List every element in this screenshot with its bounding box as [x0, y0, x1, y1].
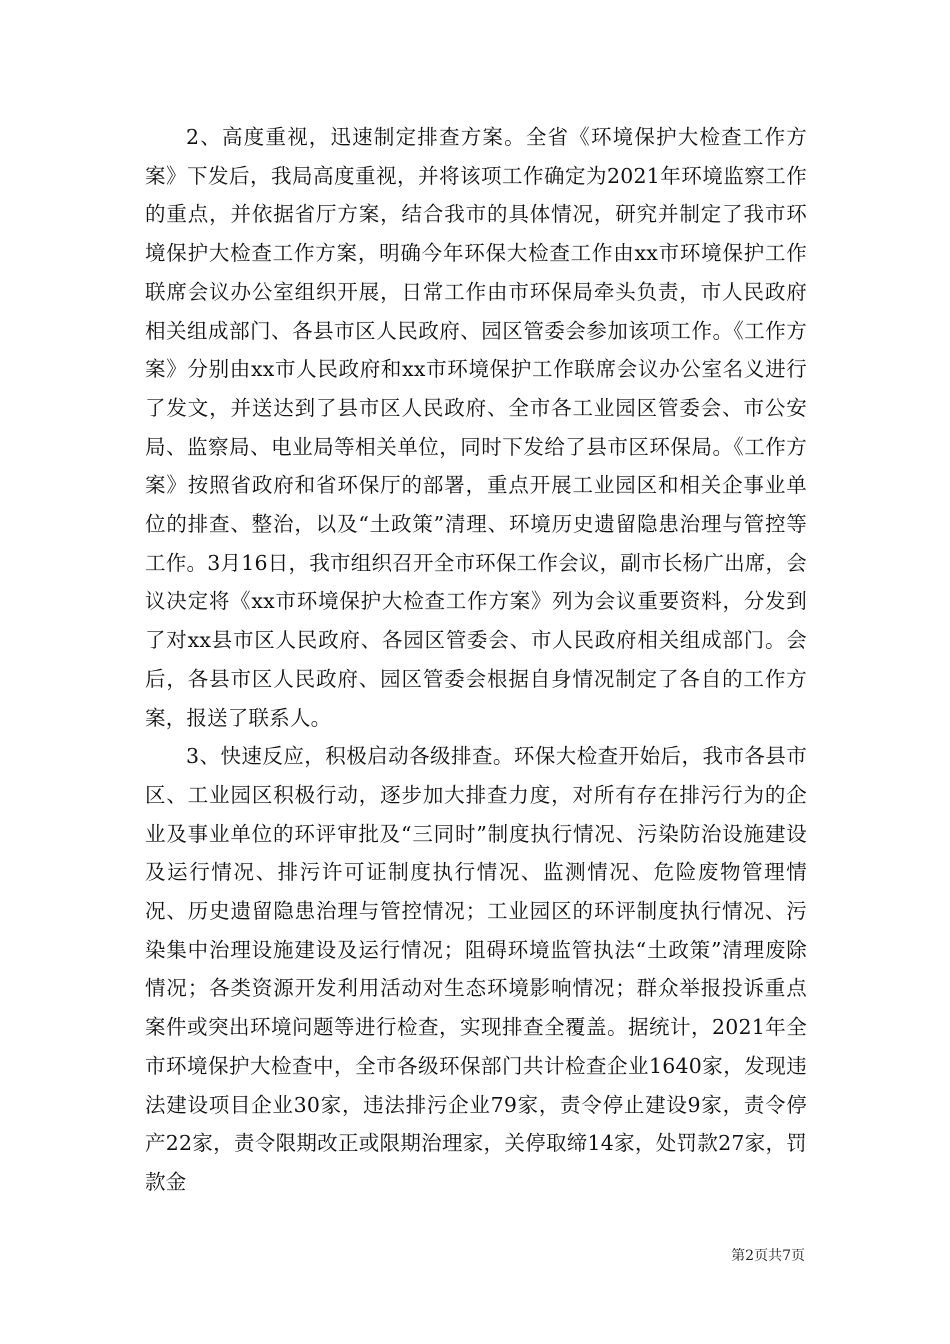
- paragraph-2-planning: 2、高度重视，迅速制定排查方案。全省《环境保护大检查工作方案》下发后，我局高度重视，并将该项工作确定为2021年环境监察工作的重点，并依据省厅方案，结合我市的具体情况，研究并制定了我市环境保护大检查工作方案，明确今年环保大检查工作由xx市环境保护工作联席会议办公室组织开展，日常工作由市环保局牵头负责，市人民政府相关组成部门、各县市区人民政府、园区管委会参加该项工作。《工作方案》分别由xx市人民政府和xx市环境保护工作联席会议办公室名义进行了发文，并送达到了县市区人民政府、全市各工业园区管委会、市公安局、监察局、电业局等相关单位，同时下发给了县市区环保局。《工作方案》按照省政府和省环保厅的部署，重点开展工业园区和相关企事业单位的排查、整治，以及“土政策”清理、环境历史遗留隐患治理与管控等工作。3月16日，我市组织召开全市环保工作会议，副市长杨广出席，会议决定将《xx市环境保护大检查工作方案》列为会议重要资料，分发到了对xx县市区人民政府、各园区管委会、市人民政府相关组成部门。会后，各县市区人民政府、园区管委会根据自身情况制定了各自的工作方案，报送了联系人。: [145, 125, 807, 730]
- document-body: [145, 118, 807, 1202]
- page-number: 第2页共7页: [731, 1248, 805, 1264]
- paragraph-3-inspection: 3、快速反应，积极启动各级排查。环保大检查开始后，我市各县市区、工业园区积极行动，逐步加大排查力度，对所有存在排污行为的企业及事业单位的环评审批及“三同时”制度执行情况、污染防治设施建设及运行情况、排污许可证制度执行情况、监测情况、危险废物管理情况、历史遗留隐患治理与管控情况；工业园区的环评制度执行情况、污染集中治理设施建设及运行情况；阻碍环境监管执法“土政策”清理废除情况；各类资源开发利用活动对生态环境影响情况；群众举报投诉重点案件或突出环境问题等进行检查，实现排查全覆盖。据统计，2021年全市环境保护大检查中，全市各级环保部门共计检查企业1640家，发现违法建设项目企业30家，违法排污企业79家，责令停止建设9家，责令停产22家，责令限期改正或限期治理家，关停取缔14家，处罚款27家，罚款金: [145, 744, 807, 1194]
